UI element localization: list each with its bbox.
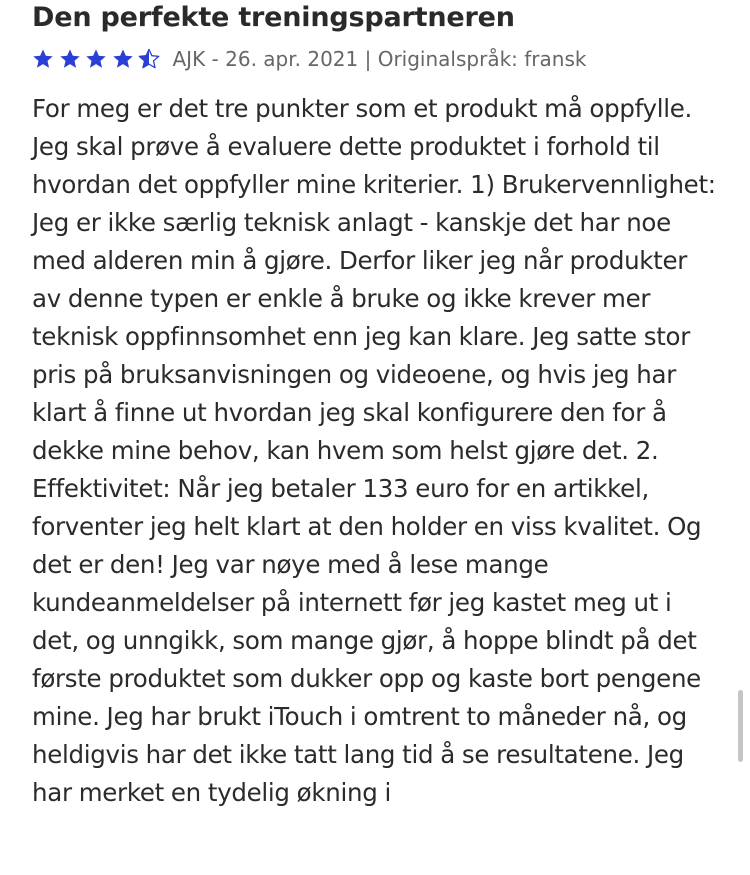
star-half-icon — [138, 48, 160, 70]
review-meta — [32, 44, 722, 74]
star-full-icon — [32, 48, 54, 70]
review-author: AJK — [172, 47, 206, 71]
review-title: Den perfekte treningspartneren — [32, 2, 515, 33]
star-full-icon — [112, 48, 134, 70]
meta-divider: | — [358, 47, 378, 71]
meta-separator: - — [205, 47, 226, 71]
review-body: For meg er det tre punkter som et produkt må oppfylle. Jeg skal prøve å evaluere dette produktet i forhold til hvordan det oppfyller mine kriterier. 1) Brukervennlighet: Jeg er ikke særlig teknisk anlagt - kanskje det har noe med alderen min å gjøre. Derfor liker jeg når produkter av denne typen er enkle å bruke og ikke krever mer teknisk oppfinnsomhet enn jeg kan klare. Jeg satte stor pris på bruksanvisningen og videoene, og hvis jeg har klart å finne ut hvordan jeg skal konfigurere den for å dekke mine behov, kan hvem som helst gjøre det. 2. Effektivitet: Når jeg betaler 133 euro for en artikkel, forventer jeg helt klart at den holder en viss kvalitet. Og det er den! Jeg var nøye med å lese mange kundeanmeldelser på internett før jeg kastet meg ut i det, og unngikk, som mange gjør, å hoppe blindt på det første produktet som dukker opp og kaste bort pengene mine. Jeg har brukt iTouch i omtrent to måneder nå, og heldigvis har det ikke tatt lang tid å se resultatene. Jeg har merket en tydelig økning i — [32, 94, 716, 807]
star-rating — [32, 48, 165, 70]
star-full-icon — [59, 48, 81, 70]
scrollbar-thumb[interactable] — [738, 690, 743, 762]
star-full-icon — [85, 48, 107, 70]
original-language: Originalspråk: fransk — [377, 47, 587, 71]
review-date: 26. apr. 2021 — [225, 47, 359, 71]
review-card — [32, 0, 722, 812]
